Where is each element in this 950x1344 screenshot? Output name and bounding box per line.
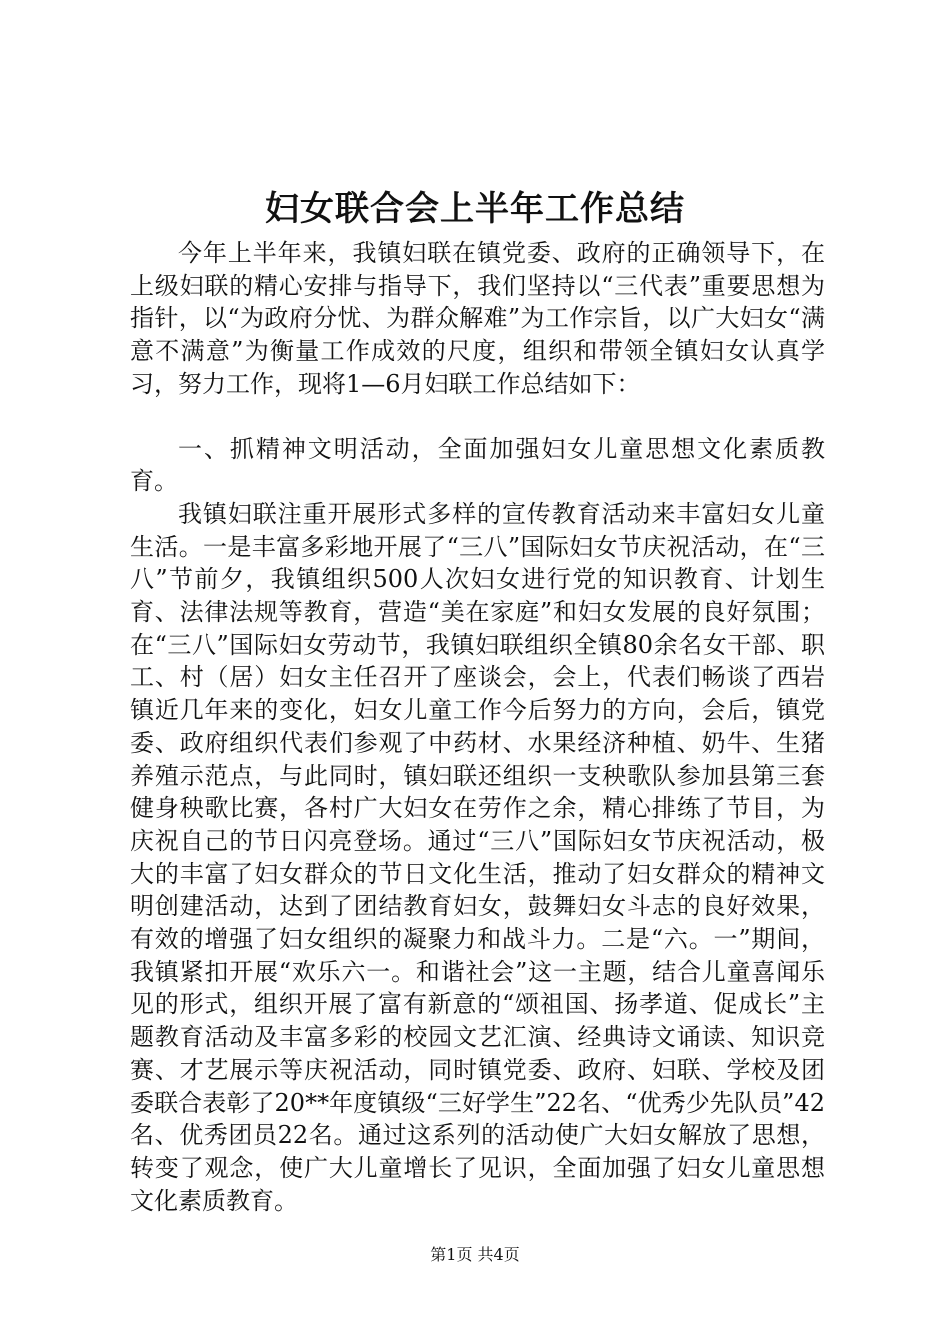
intro-paragraph: 今年上半年来，我镇妇联在镇党委、政府的正确领导下，在上级妇联的精心安排与指导下，我们坚持以“三代表”重要思想为指针，以“为政府分忧、为群众解难”为工作宗旨，以广大妇女“满意不满意”为衡量工作成效的尺度，组织和带领全镇妇女认真学习，努力工作，现将1—6月妇联工作总结如下： bbox=[130, 239, 825, 398]
document-body bbox=[130, 237, 825, 1217]
section-body-paragraph: 我镇妇联注重开展形式多样的宣传教育活动来丰富妇女儿童生活。一是丰富多彩地开展了“三八”国际妇女节庆祝活动，在“三八”节前夕，我镇组织500人次妇女进行党的知识教育、计划生育、法律法规等教育，营造“美在家庭”和妇女发展的良好氛围；在“三八”国际妇女劳动节，我镇妇联组织全镇80余名女干部、职工、村（居）妇女主任召开了座谈会，会上，代表们畅谈了西岩镇近几年来的变化，妇女儿童工作今后努力的方向，会后，镇党委、政府组织代表们参观了中药材、水果经济种植、奶牛、生猪养殖示范点，与此同时，镇妇联还组织一支秧歌队参加县第三套健身秧歌比赛，各村广大妇女在劳作之余，精心排练了节目，为庆祝自己的节日闪亮登场。通过“三八”国际妇女节庆祝活动，极大的丰富了妇女群众的节日文化生活，推动了妇女群众的精神文明创建活动，达到了团结教育妇女，鼓舞妇女斗志的良好效果，有效的增强了妇女组织的凝聚力和战斗力。二是“六。一”期间，我镇紧扣开展“欢乐六一。和谐社会”这一主题，结合儿童喜闻乐见的形式，组织开展了富有新意的“颂祖国、扬孝道、促成长”主题教育活动及丰富多彩的校园文艺汇演、经典诗文诵读、知识竞赛、才艺展示等庆祝活动，同时镇党委、政府、妇联、学校及团委联合表彰了20**年度镇级“三好学生”22名、“优秀少先队员”42名、优秀团员22名。通过这系列的活动使广大妇女解放了思想，转变了观念，使广大儿童增长了见识，全面加强了妇女儿童思想文化素质教育。 bbox=[130, 499, 825, 1215]
document-title: 妇女联合会上半年工作总结 bbox=[265, 189, 685, 229]
paragraph-gap bbox=[130, 401, 825, 433]
page-number-footer: 第1页 共4页 bbox=[430, 1245, 520, 1264]
section-heading: 一、抓精神文明活动，全面加强妇女儿童思想文化素质教育。 bbox=[130, 434, 825, 496]
